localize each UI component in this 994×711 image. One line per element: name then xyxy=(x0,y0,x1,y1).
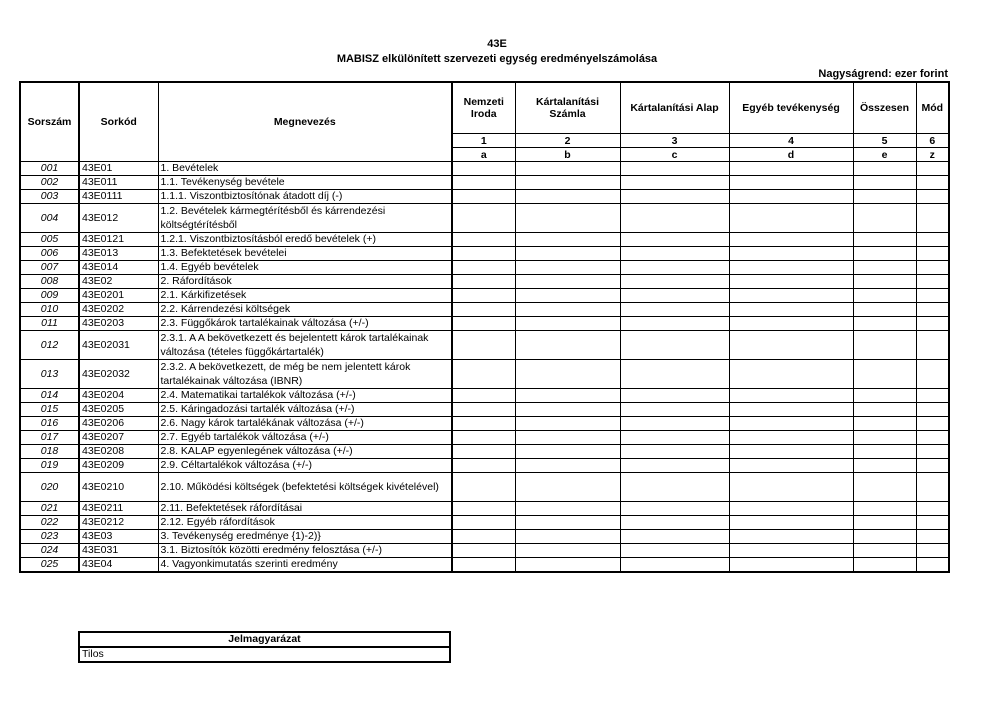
row-sorkod: 43E0205 xyxy=(79,403,158,417)
value-cell[interactable] xyxy=(515,317,620,331)
value-cell[interactable] xyxy=(916,417,949,431)
col-number: 1 xyxy=(452,134,515,148)
row-sorszam: 019 xyxy=(20,459,79,473)
value-cell[interactable] xyxy=(729,190,853,204)
table-row xyxy=(20,389,949,403)
row-sorkod: 43E0111 xyxy=(79,190,158,204)
value-cell[interactable] xyxy=(729,473,853,502)
row-sorkod: 43E02031 xyxy=(79,331,158,360)
value-cell[interactable] xyxy=(452,190,515,204)
value-cell[interactable] xyxy=(729,162,853,176)
row-megnevezes: 2.8. KALAP egyenlegének változása (+/-) xyxy=(158,445,452,459)
table-body xyxy=(20,162,949,573)
row-megnevezes: 2.9. Céltartalékok változása (+/-) xyxy=(158,459,452,473)
value-cell[interactable] xyxy=(916,176,949,190)
header-col-4: Egyéb tevékenység xyxy=(729,82,853,134)
value-cell[interactable] xyxy=(515,403,620,417)
header-sorkod: Sorkód xyxy=(79,82,158,162)
row-sorszam: 008 xyxy=(20,275,79,289)
value-cell[interactable] xyxy=(515,176,620,190)
row-sorszam: 001 xyxy=(20,162,79,176)
value-cell[interactable] xyxy=(515,502,620,516)
row-sorkod: 43E0212 xyxy=(79,516,158,530)
value-cell[interactable] xyxy=(515,516,620,530)
header-col-1: Nemzeti Iroda xyxy=(452,82,515,134)
value-cell[interactable] xyxy=(853,233,916,247)
value-cell[interactable] xyxy=(916,403,949,417)
row-megnevezes: 1.1. Tevékenység bevétele xyxy=(158,176,452,190)
value-cell[interactable] xyxy=(620,473,729,502)
table-row xyxy=(20,530,949,544)
value-cell[interactable] xyxy=(515,233,620,247)
value-cell[interactable] xyxy=(729,275,853,289)
value-cell[interactable] xyxy=(515,289,620,303)
row-sorszam: 002 xyxy=(20,176,79,190)
row-megnevezes: 1.2. Bevételek kármegtérítésből és kárrendezési költségtérítésből xyxy=(158,204,452,233)
row-megnevezes: 2.3.2. A bekövetkezett, de még be nem jelentett károk tartalékainak változása (IBNR) xyxy=(158,360,452,389)
value-cell[interactable] xyxy=(853,261,916,275)
value-cell[interactable] xyxy=(916,331,949,360)
row-megnevezes: 2.12. Egyéb ráfordítások xyxy=(158,516,452,530)
value-cell[interactable] xyxy=(853,417,916,431)
row-sorszam: 011 xyxy=(20,317,79,331)
row-sorkod: 43E02032 xyxy=(79,360,158,389)
table-row xyxy=(20,261,949,275)
value-cell[interactable] xyxy=(620,544,729,558)
value-cell[interactable] xyxy=(729,331,853,360)
header-col-6: Mód xyxy=(916,82,949,134)
table-row xyxy=(20,176,949,190)
row-megnevezes: 1. Bevételek xyxy=(158,162,452,176)
row-sorkod: 43E0209 xyxy=(79,459,158,473)
col-letter: z xyxy=(916,148,949,162)
row-sorszam: 003 xyxy=(20,190,79,204)
row-sorkod: 43E0202 xyxy=(79,303,158,317)
value-cell[interactable] xyxy=(452,275,515,289)
value-cell[interactable] xyxy=(853,459,916,473)
table-row xyxy=(20,190,949,204)
value-cell[interactable] xyxy=(452,445,515,459)
value-cell[interactable] xyxy=(452,317,515,331)
value-cell[interactable] xyxy=(729,403,853,417)
value-cell[interactable] xyxy=(515,204,620,233)
value-cell[interactable] xyxy=(452,530,515,544)
value-cell[interactable] xyxy=(729,558,853,573)
value-cell[interactable] xyxy=(620,445,729,459)
value-cell[interactable] xyxy=(853,275,916,289)
col-number: 6 xyxy=(916,134,949,148)
table-row xyxy=(20,233,949,247)
row-megnevezes: 2.7. Egyéb tartalékok változása (+/-) xyxy=(158,431,452,445)
row-sorkod: 43E01 xyxy=(79,162,158,176)
value-cell[interactable] xyxy=(620,431,729,445)
col-letter: a xyxy=(452,148,515,162)
row-megnevezes: 3.1. Biztosítók közötti eredmény felosztása (+/-) xyxy=(158,544,452,558)
value-cell[interactable] xyxy=(853,204,916,233)
value-cell[interactable] xyxy=(916,275,949,289)
value-cell[interactable] xyxy=(620,289,729,303)
value-cell[interactable] xyxy=(729,204,853,233)
value-cell[interactable] xyxy=(853,162,916,176)
row-megnevezes: 1.1.1. Viszontbiztosítónak átadott díj (-) xyxy=(158,190,452,204)
row-sorszam: 013 xyxy=(20,360,79,389)
value-cell[interactable] xyxy=(916,530,949,544)
value-cell[interactable] xyxy=(853,445,916,459)
value-cell[interactable] xyxy=(916,204,949,233)
value-cell[interactable] xyxy=(620,360,729,389)
row-sorkod: 43E031 xyxy=(79,544,158,558)
value-cell[interactable] xyxy=(916,502,949,516)
header-col-5: Összesen xyxy=(853,82,916,134)
value-cell[interactable] xyxy=(729,417,853,431)
row-sorkod: 43E04 xyxy=(79,558,158,573)
value-cell[interactable] xyxy=(515,431,620,445)
value-cell[interactable] xyxy=(916,445,949,459)
value-cell[interactable] xyxy=(620,417,729,431)
value-cell[interactable] xyxy=(853,360,916,389)
value-cell[interactable] xyxy=(853,247,916,261)
row-sorszam: 017 xyxy=(20,431,79,445)
value-cell[interactable] xyxy=(452,473,515,502)
value-cell[interactable] xyxy=(452,459,515,473)
row-sorkod: 43E02 xyxy=(79,275,158,289)
value-cell[interactable] xyxy=(916,544,949,558)
value-cell[interactable] xyxy=(916,360,949,389)
row-sorszam: 014 xyxy=(20,389,79,403)
value-cell[interactable] xyxy=(515,261,620,275)
table-row xyxy=(20,502,949,516)
value-cell[interactable] xyxy=(452,544,515,558)
value-cell[interactable] xyxy=(620,261,729,275)
value-cell[interactable] xyxy=(916,473,949,502)
value-cell[interactable] xyxy=(620,459,729,473)
value-cell[interactable] xyxy=(620,516,729,530)
col-number: 4 xyxy=(729,134,853,148)
row-sorkod: 43E0206 xyxy=(79,417,158,431)
table-row xyxy=(20,459,949,473)
row-sorkod: 43E03 xyxy=(79,530,158,544)
value-cell[interactable] xyxy=(729,530,853,544)
row-sorszam: 005 xyxy=(20,233,79,247)
value-cell[interactable] xyxy=(729,317,853,331)
value-cell[interactable] xyxy=(515,331,620,360)
row-sorszam: 023 xyxy=(20,530,79,544)
value-cell[interactable] xyxy=(729,176,853,190)
value-cell[interactable] xyxy=(916,190,949,204)
value-cell[interactable] xyxy=(620,530,729,544)
value-cell[interactable] xyxy=(620,331,729,360)
value-cell[interactable] xyxy=(620,389,729,403)
value-cell[interactable] xyxy=(916,389,949,403)
unit-label: Nagyságrend: ezer forint xyxy=(818,68,948,80)
row-megnevezes: 2.2. Kárrendezési költségek xyxy=(158,303,452,317)
value-cell[interactable] xyxy=(853,516,916,530)
value-cell[interactable] xyxy=(729,544,853,558)
col-letter: c xyxy=(620,148,729,162)
legend-table xyxy=(78,631,451,663)
value-cell[interactable] xyxy=(853,303,916,317)
row-megnevezes: 1.2.1. Viszontbiztosításból eredő bevételek (+) xyxy=(158,233,452,247)
row-sorkod: 43E0208 xyxy=(79,445,158,459)
value-cell[interactable] xyxy=(729,360,853,389)
table-row xyxy=(20,204,949,233)
value-cell[interactable] xyxy=(853,289,916,303)
value-cell[interactable] xyxy=(452,289,515,303)
value-cell[interactable] xyxy=(729,233,853,247)
value-cell[interactable] xyxy=(452,303,515,317)
row-sorkod: 43E0207 xyxy=(79,431,158,445)
value-cell[interactable] xyxy=(853,431,916,445)
value-cell[interactable] xyxy=(853,176,916,190)
value-cell[interactable] xyxy=(452,261,515,275)
value-cell[interactable] xyxy=(452,389,515,403)
value-cell[interactable] xyxy=(916,303,949,317)
table-row xyxy=(20,431,949,445)
value-cell[interactable] xyxy=(515,190,620,204)
row-sorszam: 012 xyxy=(20,331,79,360)
value-cell[interactable] xyxy=(729,445,853,459)
table-row xyxy=(20,331,949,360)
legend-item: Tilos xyxy=(79,647,450,662)
value-cell[interactable] xyxy=(853,502,916,516)
value-cell[interactable] xyxy=(729,389,853,403)
value-cell[interactable] xyxy=(620,317,729,331)
table-row xyxy=(20,303,949,317)
value-cell[interactable] xyxy=(916,289,949,303)
value-cell[interactable] xyxy=(853,190,916,204)
value-cell[interactable] xyxy=(515,360,620,389)
table-row xyxy=(20,247,949,261)
value-cell[interactable] xyxy=(916,317,949,331)
value-cell[interactable] xyxy=(452,558,515,573)
row-sorszam: 015 xyxy=(20,403,79,417)
col-number: 5 xyxy=(853,134,916,148)
row-megnevezes: 1.3. Befektetések bevételei xyxy=(158,247,452,261)
row-sorkod: 43E013 xyxy=(79,247,158,261)
value-cell[interactable] xyxy=(620,204,729,233)
row-sorszam: 022 xyxy=(20,516,79,530)
value-cell[interactable] xyxy=(853,544,916,558)
row-sorkod: 43E0201 xyxy=(79,289,158,303)
value-cell[interactable] xyxy=(620,247,729,261)
row-sorkod: 43E012 xyxy=(79,204,158,233)
value-cell[interactable] xyxy=(853,530,916,544)
value-cell[interactable] xyxy=(515,544,620,558)
value-cell[interactable] xyxy=(620,190,729,204)
value-cell[interactable] xyxy=(515,558,620,573)
row-sorkod: 43E0203 xyxy=(79,317,158,331)
row-sorszam: 018 xyxy=(20,445,79,459)
value-cell[interactable] xyxy=(452,204,515,233)
table-row xyxy=(20,544,949,558)
value-cell[interactable] xyxy=(729,502,853,516)
value-cell[interactable] xyxy=(916,516,949,530)
value-cell[interactable] xyxy=(515,417,620,431)
row-megnevezes: 2.4. Matematikai tartalékok változása (+/-) xyxy=(158,389,452,403)
value-cell[interactable] xyxy=(515,473,620,502)
value-cell[interactable] xyxy=(729,516,853,530)
value-cell[interactable] xyxy=(853,558,916,573)
legend-title: Jelmagyarázat xyxy=(79,632,450,647)
table-row xyxy=(20,516,949,530)
value-cell[interactable] xyxy=(452,176,515,190)
header-sorszam: Sorszám xyxy=(20,82,79,162)
value-cell[interactable] xyxy=(853,403,916,417)
value-cell[interactable] xyxy=(729,303,853,317)
value-cell[interactable] xyxy=(515,530,620,544)
row-megnevezes: 2.1. Kárkifizetések xyxy=(158,289,452,303)
value-cell[interactable] xyxy=(452,417,515,431)
value-cell[interactable] xyxy=(729,261,853,275)
table-row xyxy=(20,289,949,303)
row-sorszam: 010 xyxy=(20,303,79,317)
value-cell[interactable] xyxy=(916,431,949,445)
row-sorkod: 43E014 xyxy=(79,261,158,275)
value-cell[interactable] xyxy=(452,331,515,360)
value-cell[interactable] xyxy=(452,431,515,445)
row-megnevezes: 2.11. Befektetések ráfordításai xyxy=(158,502,452,516)
table-row xyxy=(20,445,949,459)
value-cell[interactable] xyxy=(620,233,729,247)
value-cell[interactable] xyxy=(452,516,515,530)
value-cell[interactable] xyxy=(620,162,729,176)
value-cell[interactable] xyxy=(729,459,853,473)
table-row xyxy=(20,473,949,502)
row-sorszam: 007 xyxy=(20,261,79,275)
value-cell[interactable] xyxy=(515,275,620,289)
row-sorkod: 43E0210 xyxy=(79,473,158,502)
value-cell[interactable] xyxy=(916,459,949,473)
value-cell[interactable] xyxy=(620,558,729,573)
value-cell[interactable] xyxy=(729,289,853,303)
table-row xyxy=(20,317,949,331)
row-sorszam: 024 xyxy=(20,544,79,558)
value-cell[interactable] xyxy=(620,275,729,289)
header-col-3: Kártalanítási Alap xyxy=(620,82,729,134)
table-row xyxy=(20,558,949,573)
value-cell[interactable] xyxy=(515,247,620,261)
row-sorszam: 025 xyxy=(20,558,79,573)
value-cell[interactable] xyxy=(515,459,620,473)
value-cell[interactable] xyxy=(452,360,515,389)
col-number: 3 xyxy=(620,134,729,148)
table-row xyxy=(20,360,949,389)
row-sorkod: 43E0121 xyxy=(79,233,158,247)
table-row xyxy=(20,275,949,289)
row-megnevezes: 1.4. Egyéb bevételek xyxy=(158,261,452,275)
value-cell[interactable] xyxy=(853,331,916,360)
value-cell[interactable] xyxy=(916,261,949,275)
row-sorkod: 43E011 xyxy=(79,176,158,190)
value-cell[interactable] xyxy=(620,303,729,317)
value-cell[interactable] xyxy=(916,162,949,176)
value-cell[interactable] xyxy=(853,473,916,502)
form-code: 43E xyxy=(487,38,507,50)
value-cell[interactable] xyxy=(452,233,515,247)
value-cell[interactable] xyxy=(916,558,949,573)
header-col-2: Kártalanítási Számla xyxy=(515,82,620,134)
row-megnevezes: 2.6. Nagy károk tartalékának változása (+/-) xyxy=(158,417,452,431)
row-sorszam: 016 xyxy=(20,417,79,431)
value-cell[interactable] xyxy=(515,303,620,317)
col-letter: e xyxy=(853,148,916,162)
row-sorszam: 004 xyxy=(20,204,79,233)
value-cell[interactable] xyxy=(515,162,620,176)
row-megnevezes: 2. Ráfordítások xyxy=(158,275,452,289)
row-megnevezes: 3. Tevékenység eredménye {1)-2)} xyxy=(158,530,452,544)
row-sorkod: 43E0204 xyxy=(79,389,158,403)
row-megnevezes: 2.3. Függőkárok tartalékainak változása (+/-) xyxy=(158,317,452,331)
value-cell[interactable] xyxy=(916,247,949,261)
result-table xyxy=(19,81,950,573)
row-sorszam: 009 xyxy=(20,289,79,303)
row-megnevezes: 2.5. Káringadozási tartalék változása (+/-) xyxy=(158,403,452,417)
row-megnevezes: 2.10. Működési költségek (befektetési költségek kivételével) xyxy=(158,473,452,502)
value-cell[interactable] xyxy=(729,247,853,261)
value-cell[interactable] xyxy=(452,247,515,261)
value-cell[interactable] xyxy=(853,389,916,403)
value-cell[interactable] xyxy=(620,403,729,417)
value-cell[interactable] xyxy=(452,162,515,176)
header-megnevezes: Megnevezés xyxy=(158,82,452,162)
value-cell[interactable] xyxy=(620,176,729,190)
value-cell[interactable] xyxy=(515,389,620,403)
row-megnevezes: 4. Vagyonkimutatás szerinti eredmény xyxy=(158,558,452,573)
value-cell[interactable] xyxy=(916,233,949,247)
form-title: MABISZ elkülönített szervezeti egység eredményelszámolása xyxy=(336,53,658,65)
table-row xyxy=(20,162,949,176)
col-number: 2 xyxy=(515,134,620,148)
value-cell[interactable] xyxy=(515,445,620,459)
table-row xyxy=(20,403,949,417)
row-sorkod: 43E0211 xyxy=(79,502,158,516)
row-sorszam: 020 xyxy=(20,473,79,502)
row-sorszam: 006 xyxy=(20,247,79,261)
value-cell[interactable] xyxy=(452,403,515,417)
col-letter: b xyxy=(515,148,620,162)
row-sorszam: 021 xyxy=(20,502,79,516)
row-megnevezes: 2.3.1. A A bekövetkezett és bejelentett károk tartalékainak változása (tételes függőkártartalék) xyxy=(158,331,452,360)
table-row xyxy=(20,417,949,431)
col-letter: d xyxy=(729,148,853,162)
value-cell[interactable] xyxy=(729,431,853,445)
value-cell[interactable] xyxy=(620,502,729,516)
value-cell[interactable] xyxy=(853,317,916,331)
value-cell[interactable] xyxy=(452,502,515,516)
